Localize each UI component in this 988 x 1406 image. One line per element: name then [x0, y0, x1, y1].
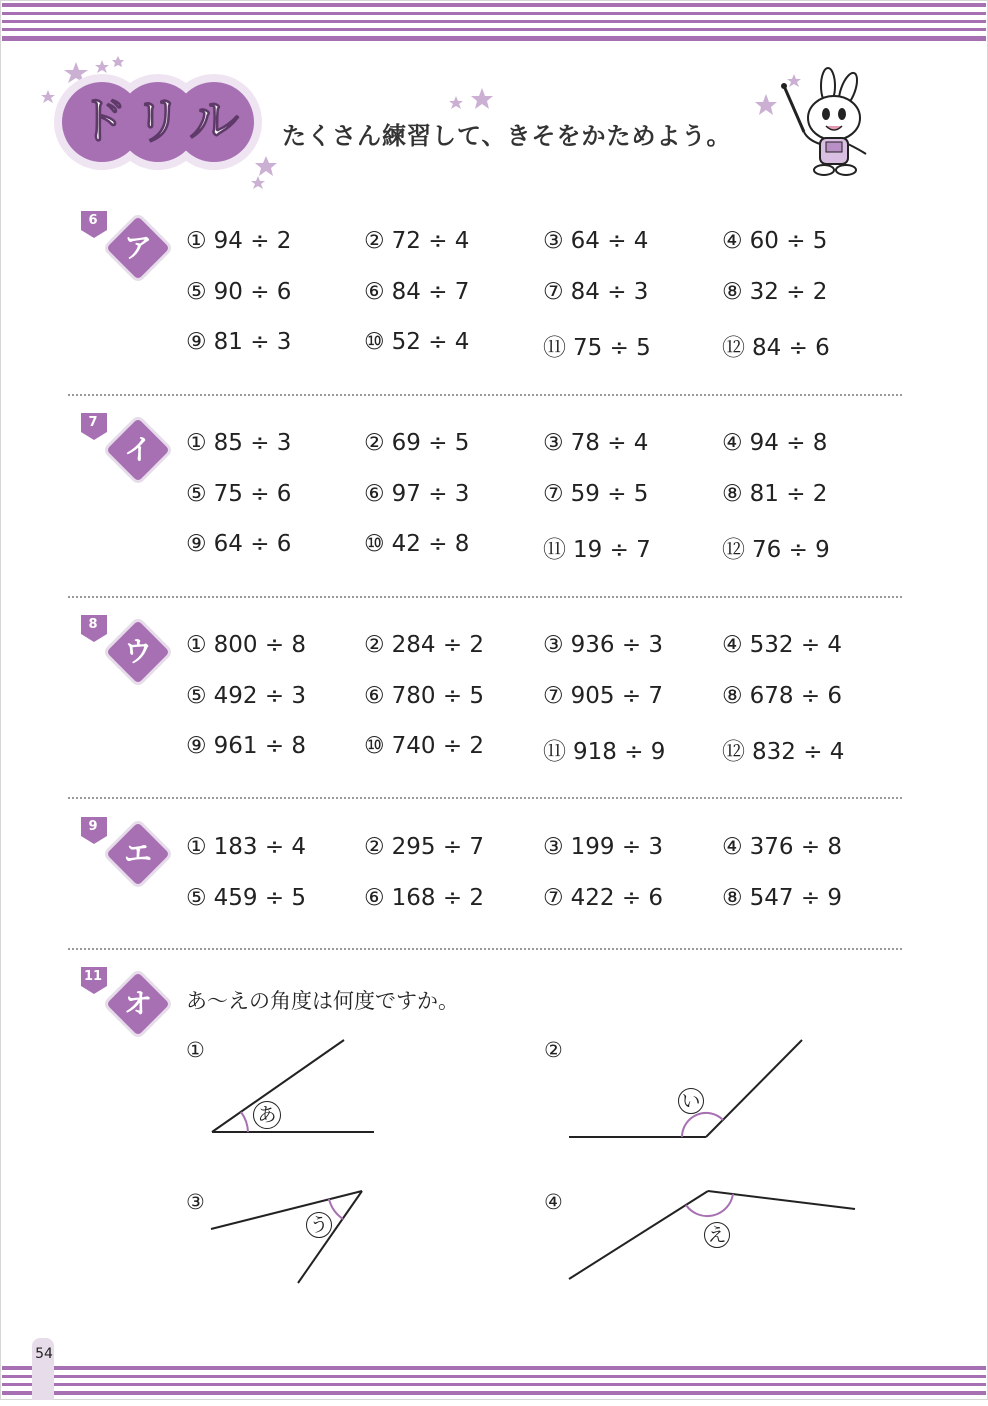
section-number-tag: 6 — [80, 210, 110, 234]
figure-label: ② — [544, 1038, 563, 1062]
problem-expression: 97 ÷ 3 — [391, 480, 470, 507]
problem-expression: 32 ÷ 2 — [749, 278, 828, 305]
figure-label: ③ — [186, 1190, 205, 1214]
problem-expression: 81 ÷ 3 — [213, 329, 292, 355]
problem-number: ⑫ — [722, 537, 745, 563]
problem-number: ⑥ — [364, 278, 385, 305]
problem-number: ⑦ — [543, 682, 564, 709]
problem-expression: 905 ÷ 7 — [570, 682, 664, 709]
problem-expression: 183 ÷ 4 — [213, 834, 307, 860]
problem-number: ③ — [543, 430, 564, 456]
section-badge: ア — [100, 210, 176, 286]
problem-expression: 961 ÷ 8 — [213, 733, 307, 759]
problem-expression: 532 ÷ 4 — [749, 632, 843, 658]
problem-number: ① — [186, 632, 207, 658]
problem-number: ⑧ — [722, 682, 743, 709]
problem-expression: 422 ÷ 6 — [570, 884, 664, 911]
title-char: リ — [133, 92, 183, 150]
angle-mark-e: え — [704, 1222, 730, 1248]
section-number-tag: 8 — [80, 614, 110, 638]
problem-expression: 376 ÷ 8 — [749, 834, 843, 860]
problem-number: ⑪ — [543, 739, 566, 765]
problem-number: ⑧ — [722, 480, 743, 507]
section-badge: イ — [100, 412, 176, 488]
angle-mark-a: あ — [253, 1101, 281, 1129]
problem-expression: 295 ÷ 7 — [391, 834, 485, 860]
figure-label: ① — [186, 1038, 205, 1062]
problem-expression: 284 ÷ 2 — [391, 632, 485, 658]
problem-number: ⑥ — [364, 480, 385, 507]
problem-expression: 69 ÷ 5 — [391, 430, 470, 456]
problem-number: ② — [364, 834, 385, 860]
problem-number: ④ — [722, 430, 743, 456]
problem-expression: 94 ÷ 8 — [749, 430, 828, 456]
problem-number: ② — [364, 430, 385, 456]
problem-number: ⑨ — [186, 733, 207, 759]
problem-expression: 780 ÷ 5 — [391, 682, 485, 709]
problem-number: ⑩ — [364, 329, 385, 355]
problem-number: ⑤ — [186, 278, 207, 305]
problem-number: ③ — [543, 228, 564, 254]
problem-expression: 547 ÷ 9 — [749, 884, 843, 911]
problem-expression: 72 ÷ 4 — [391, 228, 470, 254]
problem-expression: 918 ÷ 9 — [573, 739, 666, 765]
angle-mark-u: う — [306, 1212, 332, 1238]
problem-expression: 42 ÷ 8 — [391, 531, 470, 557]
bottom-stripes — [2, 1366, 986, 1406]
angle-mark-i: い — [678, 1088, 704, 1114]
problem-expression: 52 ÷ 4 — [391, 329, 470, 355]
problem-number: ⑩ — [364, 531, 385, 557]
title-char: ド — [77, 92, 127, 150]
problem-number: ⑪ — [543, 335, 566, 361]
problem-expression: 740 ÷ 2 — [391, 733, 485, 759]
section-number-tag: 11 — [80, 966, 110, 990]
problem-number: ⑦ — [543, 480, 564, 507]
page-number: 54 — [35, 1346, 53, 1362]
problem-number: ⑨ — [186, 531, 207, 557]
problem-expression: 94 ÷ 2 — [213, 228, 292, 254]
section-badge: エ — [100, 816, 176, 892]
problem-expression: 60 ÷ 5 — [749, 228, 828, 254]
problem-expression: 459 ÷ 5 — [213, 884, 307, 911]
page-subtitle: たくさん練習して、きそをかためよう。 — [282, 122, 732, 150]
problem-number: ⑥ — [364, 884, 385, 911]
problem-number: ⑥ — [364, 682, 385, 709]
section-number-tag: 7 — [80, 412, 110, 436]
problem-number: ③ — [543, 834, 564, 860]
problem-number: ⑧ — [722, 884, 743, 911]
problem-number: ③ — [543, 632, 564, 658]
section-badge: ウ — [100, 614, 176, 690]
angle-figure-3 — [211, 1191, 362, 1283]
figure-label: ④ — [544, 1190, 563, 1214]
problem-expression: 19 ÷ 7 — [573, 537, 651, 563]
problem-expression: 936 ÷ 3 — [570, 632, 664, 658]
problem-expression: 75 ÷ 6 — [213, 480, 292, 507]
problem-expression: 81 ÷ 2 — [749, 480, 828, 507]
title-char: ル — [189, 92, 239, 150]
section-badge: オ — [100, 966, 176, 1042]
problem-number: ⑧ — [722, 278, 743, 305]
problem-number: ① — [186, 430, 207, 456]
problem-expression: 64 ÷ 6 — [213, 531, 292, 557]
problem-expression: 59 ÷ 5 — [570, 480, 649, 507]
problem-number: ② — [364, 228, 385, 254]
problem-number: ④ — [722, 228, 743, 254]
problem-number: ⑦ — [543, 278, 564, 305]
problem-expression: 84 ÷ 6 — [752, 335, 830, 361]
problem-expression: 199 ÷ 3 — [570, 834, 664, 860]
problem-number: ⑫ — [722, 335, 745, 361]
angle-figure-1 — [212, 1040, 374, 1132]
problem-expression: 84 ÷ 7 — [391, 278, 470, 305]
problem-number: ⑤ — [186, 480, 207, 507]
problem-number: ⑩ — [364, 733, 385, 759]
angle-question: あ〜えの角度は何度ですか。 — [186, 989, 459, 1013]
problem-number: ④ — [722, 632, 743, 658]
problem-number: ⑪ — [543, 537, 566, 563]
problem-number: ⑫ — [722, 739, 745, 765]
problem-expression: 64 ÷ 4 — [570, 228, 649, 254]
problem-expression: 492 ÷ 3 — [213, 682, 307, 709]
section-number-tag: 9 — [80, 816, 110, 840]
problem-number: ⑨ — [186, 329, 207, 355]
problem-expression: 75 ÷ 5 — [573, 335, 651, 361]
problem-expression: 832 ÷ 4 — [752, 739, 845, 765]
problem-expression: 85 ÷ 3 — [213, 430, 292, 456]
problem-expression: 90 ÷ 6 — [213, 278, 292, 305]
problem-expression: 168 ÷ 2 — [391, 884, 485, 911]
problem-number: ⑤ — [186, 884, 207, 911]
problem-number: ① — [186, 834, 207, 860]
problem-number: ⑦ — [543, 884, 564, 911]
problem-number: ⑤ — [186, 682, 207, 709]
problem-number: ① — [186, 228, 207, 254]
problem-number: ② — [364, 632, 385, 658]
problem-expression: 76 ÷ 9 — [752, 537, 830, 563]
problem-expression: 678 ÷ 6 — [749, 682, 843, 709]
problem-number: ④ — [722, 834, 743, 860]
problem-expression: 800 ÷ 8 — [213, 632, 307, 658]
problem-expression: 84 ÷ 3 — [570, 278, 649, 305]
problem-expression: 78 ÷ 4 — [570, 430, 649, 456]
